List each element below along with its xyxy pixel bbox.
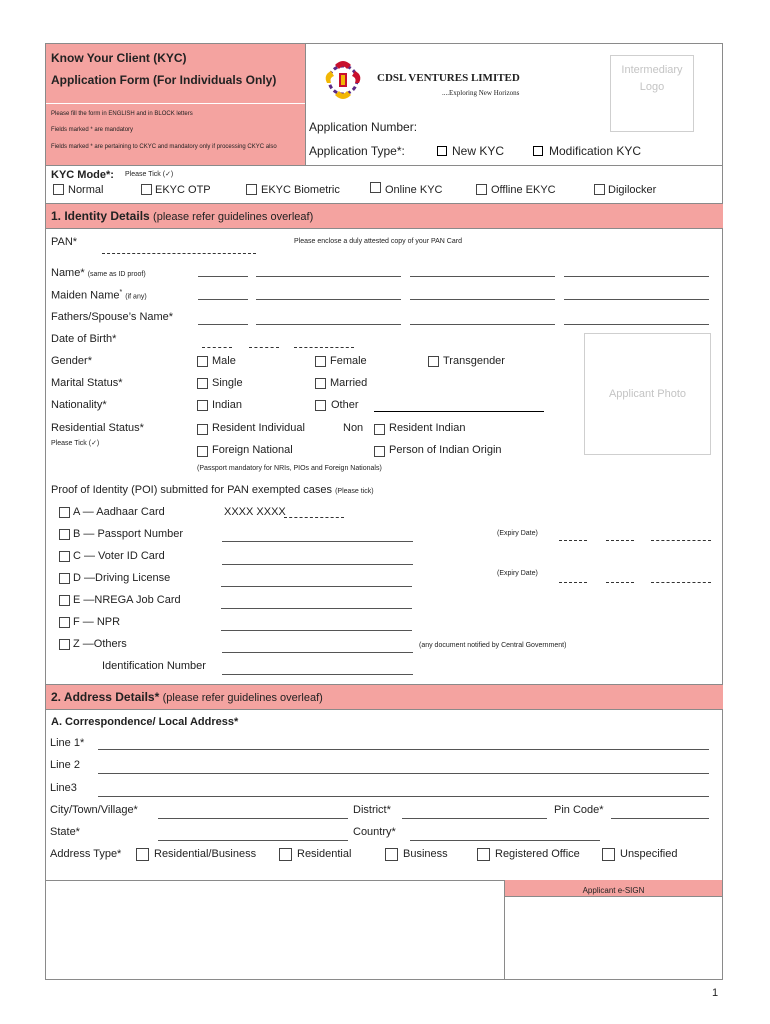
pin-code-label: Pin Code* <box>554 804 604 816</box>
country-input[interactable] <box>410 840 600 841</box>
npr-input[interactable] <box>221 630 412 631</box>
poi-driving-license-label: D —Driving License <box>73 572 171 584</box>
address-type-unspecified-checkbox[interactable] <box>602 848 615 861</box>
poi-others-checkbox[interactable] <box>59 639 70 650</box>
passport-expiry-year-input[interactable] <box>651 540 711 541</box>
maiden-name-label: Maiden Name* (if any) <box>51 289 147 302</box>
resident-individual-checkbox[interactable] <box>197 424 208 435</box>
poi-nrega-label: E —NREGA Job Card <box>73 594 181 606</box>
address-type-label: Address Type* <box>50 848 122 860</box>
identity-heading-rest: (please refer guidelines overleaf) <box>153 211 314 223</box>
pan-label: PAN* <box>51 236 78 248</box>
address-type-residential-label: Residential <box>297 848 352 860</box>
gender-female-checkbox[interactable] <box>315 356 326 367</box>
name-middle-input[interactable] <box>410 276 555 277</box>
nationality-indian-label: Indian <box>212 399 242 411</box>
poi-driving-license-checkbox[interactable] <box>59 573 70 584</box>
person-of-indian-origin-label: Person of Indian Origin <box>389 444 502 456</box>
maiden-label-sub: (if any) <box>125 293 147 301</box>
divider <box>46 165 723 166</box>
father-title-input[interactable] <box>198 324 248 325</box>
intermediary-logo-text: Intermediary Logo <box>621 64 683 93</box>
marital-single-checkbox[interactable] <box>197 378 208 389</box>
foreign-national-checkbox[interactable] <box>197 446 208 457</box>
address-heading-text <box>51 690 323 704</box>
address-type-business-checkbox[interactable] <box>385 848 398 861</box>
esign-label: Applicant e-SIGN <box>582 886 645 895</box>
father-first-input[interactable] <box>256 324 401 325</box>
poi-passport-label: B — Passport Number <box>73 528 184 540</box>
nrega-input[interactable] <box>221 608 412 609</box>
address-type-residential-business-label: Residential/Business <box>154 848 257 860</box>
gender-female-label: Female <box>330 355 367 367</box>
maiden-last-input[interactable] <box>564 299 709 300</box>
address-type-residential-business-checkbox[interactable] <box>136 848 149 861</box>
kyc-mode-digilocker-label: Digilocker <box>608 184 657 196</box>
identity-heading-bold: 1. Identity Details <box>51 209 150 223</box>
address-line3-label: Line3 <box>50 782 77 794</box>
esign-area[interactable] <box>505 898 722 979</box>
correspondence-address-heading: A. Correspondence/ Local Address* <box>51 716 239 728</box>
city-label: City/Town/Village* <box>50 804 138 816</box>
modification-kyc-label: Modification KYC <box>549 144 642 158</box>
address-line2-label: Line 2 <box>50 759 80 771</box>
poi-label <box>51 484 374 496</box>
dob-day-input[interactable] <box>202 347 232 348</box>
name-label-sub: (same as ID proof) <box>87 271 146 278</box>
address-line1-label: Line 1* <box>50 737 85 749</box>
cdsl-logo-icon <box>313 55 373 105</box>
identity-heading-text <box>51 209 313 223</box>
kyc-mode-online-kyc-label: Online KYC <box>385 184 443 196</box>
marital-married-label: Married <box>330 377 368 389</box>
header-divider <box>305 44 306 165</box>
passport-mandatory-note: (Passport mandatory for NRIs, PIOs and Foreign Nationals) <box>197 465 382 472</box>
poi-voter-id-checkbox[interactable] <box>59 551 70 562</box>
kyc-mode-offline-ekyc-label: Offline EKYC <box>491 184 556 196</box>
kyc-mode-ekyc-biometric-label: EKYC Biometric <box>261 184 340 196</box>
pin-code-input[interactable] <box>611 818 709 819</box>
name-first-input[interactable] <box>256 276 401 277</box>
applicant-photo-box <box>584 333 711 455</box>
city-input[interactable] <box>158 818 348 819</box>
nationality-indian-checkbox[interactable] <box>197 400 208 411</box>
marital-single-label: Single <box>212 377 243 389</box>
address-type-residential-checkbox[interactable] <box>279 848 292 861</box>
gender-transgender-checkbox[interactable] <box>428 356 439 367</box>
kyc-mode-ekyc-biometric-checkbox[interactable] <box>246 184 257 195</box>
esign-header <box>504 880 722 897</box>
aadhaar-mask: XXXX XXXX <box>224 506 286 518</box>
address-line1-input[interactable] <box>98 749 709 750</box>
marital-status-label: Marital Status* <box>51 377 123 389</box>
poi-aadhaar-label: A — Aadhaar Card <box>73 506 165 518</box>
kyc-mode-offline-ekyc-checkbox[interactable] <box>476 184 487 195</box>
foreign-national-label: Foreign National <box>212 444 293 456</box>
applicant-photo-text: Applicant Photo <box>608 388 687 400</box>
passport-number-input[interactable] <box>222 541 413 542</box>
district-input[interactable] <box>402 818 547 819</box>
poi-label-hint: (Please tick) <box>335 488 374 495</box>
father-middle-input[interactable] <box>410 324 555 325</box>
state-input[interactable] <box>158 840 348 841</box>
marital-married-checkbox[interactable] <box>315 378 326 389</box>
father-spouse-label: Fathers/Spouse’s Name* <box>51 311 174 323</box>
pan-note: Please enclose a duly attested copy of your PAN Card <box>294 238 462 245</box>
non-resident-prefix: Non <box>343 422 364 434</box>
application-type-label: Application Type*: <box>309 144 405 158</box>
address-line2-input[interactable] <box>98 773 709 774</box>
kyc-mode-digilocker-checkbox[interactable] <box>594 184 605 195</box>
nationality-other-checkbox[interactable] <box>315 400 326 411</box>
kyc-mode-ekyc-otp-label: EKYC OTP <box>155 184 211 196</box>
passport-expiry-day-input[interactable] <box>559 540 587 541</box>
others-note: (any document notified by Central Government) <box>419 642 567 649</box>
intermediary-logo-box <box>610 55 694 132</box>
driving-license-input[interactable] <box>221 586 412 587</box>
form-title-line2: Application Form (For Individuals Only) <box>51 73 277 87</box>
person-of-indian-origin-checkbox[interactable] <box>374 446 385 457</box>
company-name: CDSL VENTURES LIMITED <box>377 72 520 84</box>
form-title-line1: Know Your Client (KYC) <box>51 51 187 65</box>
nationality-label: Nationality* <box>51 399 107 411</box>
dob-month-input[interactable] <box>249 347 279 348</box>
kyc-mode-normal-checkbox[interactable] <box>53 184 64 195</box>
address-type-registered-office-label: Registered Office <box>495 848 580 860</box>
poi-voter-id-label: C — Voter ID Card <box>73 550 165 562</box>
voter-id-input[interactable] <box>222 564 413 565</box>
new-kyc-label: New KYC <box>452 144 505 158</box>
non-resident-indian-label: Resident Indian <box>389 422 466 434</box>
address-type-registered-office-checkbox[interactable] <box>477 848 490 861</box>
license-expiry-day-input[interactable] <box>559 582 587 583</box>
address-heading-rest: (please refer guidelines overleaf) <box>162 692 323 704</box>
license-expiry-year-input[interactable] <box>651 582 711 583</box>
poi-npr-label: F — NPR <box>73 616 121 628</box>
passport-expiry-label: (Expiry Date) <box>497 530 538 537</box>
address-type-business-label: Business <box>403 848 448 860</box>
poi-label-text: Proof of Identity (POI) submitted for PAN exempted cases <box>51 484 333 496</box>
dob-year-input[interactable] <box>294 347 354 348</box>
kyc-mode-online-kyc-checkbox[interactable] <box>370 182 381 193</box>
dob-label: Date of Birth* <box>51 333 117 345</box>
address-heading-bold: 2. Address Details* <box>51 690 160 704</box>
others-input[interactable] <box>222 652 413 653</box>
new-kyc-checkbox[interactable] <box>437 146 447 156</box>
nationality-other-input[interactable] <box>374 411 544 412</box>
kyc-mode-normal-label: Normal <box>68 184 104 196</box>
poi-nrega-checkbox[interactable] <box>59 595 70 606</box>
aadhaar-last-digits-input[interactable] <box>284 517 344 518</box>
non-resident-indian-checkbox[interactable] <box>374 424 385 435</box>
passport-expiry-month-input[interactable] <box>606 540 634 541</box>
license-expiry-month-input[interactable] <box>606 582 634 583</box>
residential-status-label: Residential Status* <box>51 422 144 434</box>
gender-transgender-label: Transgender <box>443 355 505 367</box>
pan-input[interactable] <box>102 253 256 254</box>
kyc-mode-label: KYC Mode*: <box>51 169 114 181</box>
identification-number-input[interactable] <box>222 674 413 675</box>
maiden-middle-input[interactable] <box>410 299 555 300</box>
address-line3-input[interactable] <box>98 796 709 797</box>
address-type-unspecified-label: Unspecified <box>620 848 678 860</box>
kyc-mode-ekyc-otp-checkbox[interactable] <box>141 184 152 195</box>
residential-status-hint: Please Tick (✓) <box>51 440 100 447</box>
gender-male-checkbox[interactable] <box>197 356 208 367</box>
company-tagline: ....Exploring New Horizons <box>442 89 520 97</box>
kyc-mode-hint: Please Tick (✓) <box>125 171 174 178</box>
district-label: District* <box>353 804 391 816</box>
poi-others-label: Z —Others <box>73 638 127 650</box>
identification-number-label: Identification Number <box>102 660 206 672</box>
page-number: 1 <box>712 987 719 999</box>
gender-label: Gender* <box>51 355 92 367</box>
name-label-text: Name* <box>51 267 85 279</box>
gender-male-label: Male <box>212 355 236 367</box>
note-ckyc: Fields marked * are pertaining to CKYC and mandatory only if processing CKYC also <box>51 144 277 150</box>
maiden-label-text: Maiden Name <box>51 289 120 302</box>
license-expiry-label: (Expiry Date) <box>497 570 538 577</box>
poi-npr-checkbox[interactable] <box>59 617 70 628</box>
poi-aadhaar-checkbox[interactable] <box>59 507 70 518</box>
note-english: Please fill the form in ENGLISH and in BLOCK letters <box>51 111 193 117</box>
note-mandatory: Fields marked * are mandatory <box>51 127 134 133</box>
nationality-other-label: Other <box>331 399 359 411</box>
name-title-input[interactable] <box>198 276 248 277</box>
name-label <box>51 267 146 279</box>
country-label: Country* <box>353 826 396 838</box>
name-last-input[interactable] <box>564 276 709 277</box>
maiden-first-input[interactable] <box>256 299 401 300</box>
poi-passport-checkbox[interactable] <box>59 529 70 540</box>
father-last-input[interactable] <box>564 324 709 325</box>
application-number-label: Application Number: <box>309 120 418 134</box>
resident-individual-label: Resident Individual <box>212 422 305 434</box>
state-label: State* <box>50 826 80 838</box>
maiden-title-input[interactable] <box>198 299 248 300</box>
modification-kyc-checkbox[interactable] <box>533 146 543 156</box>
